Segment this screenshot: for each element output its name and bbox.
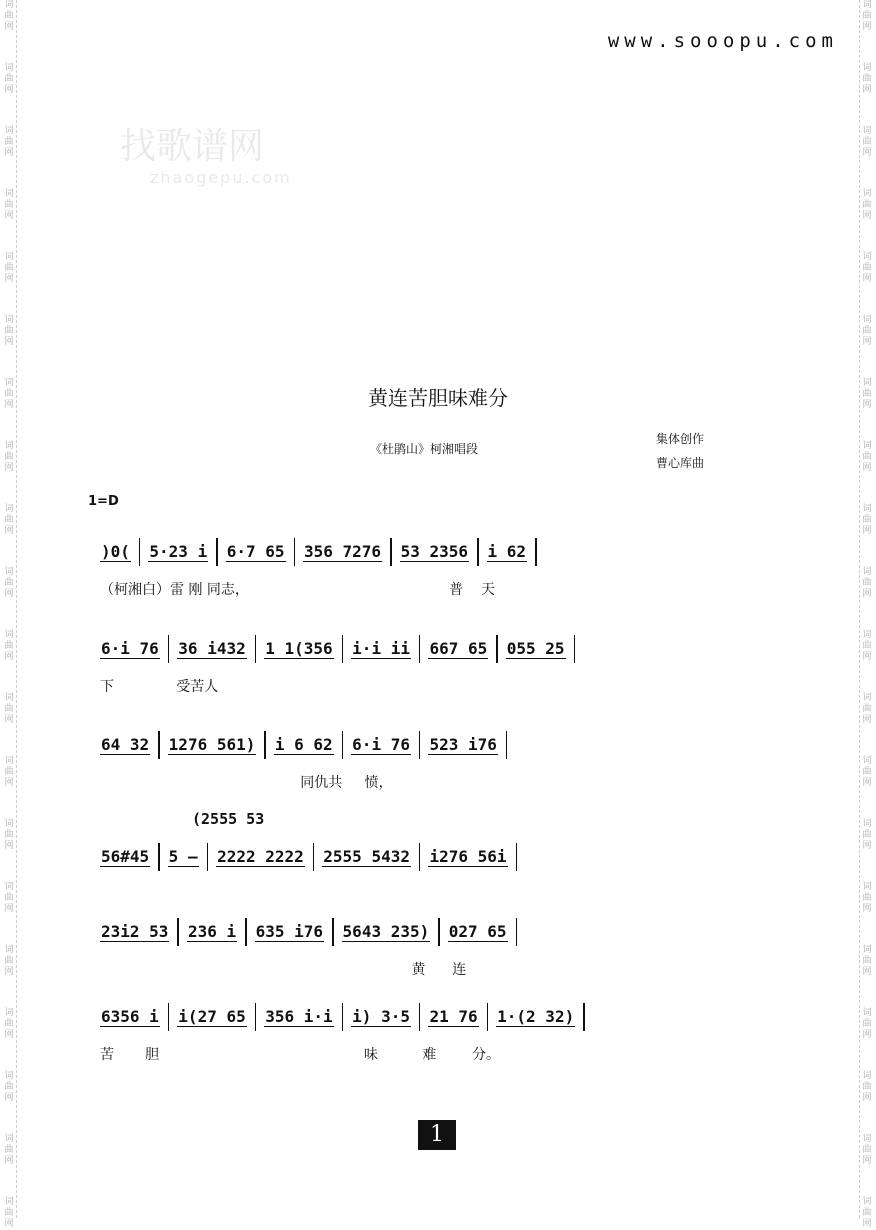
barline	[419, 635, 421, 663]
side-watermark-char: 曲	[4, 956, 14, 966]
side-watermark-char: 词	[4, 1197, 14, 1207]
side-watermark-char: 词	[4, 1134, 14, 1144]
side-watermark-char: 曲	[4, 515, 14, 525]
measure: 36 i432	[178, 639, 246, 658]
side-watermark-char: 网	[862, 1093, 872, 1103]
side-watermark-char: 词	[862, 0, 872, 10]
side-watermark-char: 曲	[862, 1082, 872, 1092]
score-row	[100, 632, 770, 702]
side-watermark-char: 网	[4, 652, 14, 662]
side-watermark-char: 词	[4, 189, 14, 199]
measure: 21 76	[429, 1007, 478, 1026]
score-upper-voice: (2555 53	[192, 810, 265, 828]
side-watermark-char: 网	[4, 526, 14, 536]
side-watermark-char: 曲	[4, 641, 14, 651]
measure: i276 56i	[429, 847, 507, 866]
side-watermark-char: 词	[862, 63, 872, 73]
measure: 6·i 76	[352, 735, 410, 754]
measure: 5643 235)	[342, 922, 430, 941]
side-watermark-char: 词	[862, 504, 872, 514]
lyric-line: 黄 连	[100, 962, 467, 978]
barline	[419, 843, 421, 871]
side-watermark-char: 词	[862, 1197, 872, 1207]
side-watermark-group	[4, 189, 13, 222]
measure: 6356 i	[101, 1007, 159, 1026]
watermark-logo: 找歌谱网	[120, 126, 265, 167]
side-watermark-char: 词	[4, 819, 14, 829]
side-watermark-group	[4, 756, 13, 789]
side-watermark-char: 网	[4, 337, 14, 347]
measure: 6·7 65	[226, 542, 285, 561]
credits	[656, 427, 704, 475]
side-watermark-char: 词	[4, 756, 14, 766]
barline	[264, 731, 266, 759]
measure: 356 7276	[304, 542, 382, 561]
score-row	[100, 535, 770, 605]
side-watermark-char: 网	[862, 967, 872, 977]
score-row	[100, 915, 770, 985]
measure: 5 —	[168, 847, 198, 866]
side-watermark-char: 曲	[862, 641, 872, 651]
side-watermark-char: 曲	[862, 893, 872, 903]
side-watermark-char: 曲	[4, 767, 14, 777]
composer-credit: 曹心库曲	[656, 456, 705, 470]
side-watermark-group	[862, 1008, 871, 1041]
side-watermark-char: 曲	[4, 704, 14, 714]
side-watermark-group	[862, 882, 871, 915]
side-watermark-group	[862, 945, 871, 978]
barline	[207, 843, 209, 871]
side-watermark-group	[4, 0, 13, 33]
side-watermark-char: 网	[862, 652, 872, 662]
measure: 56#45	[101, 847, 150, 866]
side-watermark-char: 曲	[4, 1145, 14, 1155]
side-watermark-char: 网	[862, 778, 872, 788]
measure: 523 i76	[429, 735, 497, 754]
notes-line	[100, 1000, 585, 1034]
side-watermark-group	[862, 504, 871, 537]
side-watermark-char: 网	[862, 274, 872, 284]
lyric-line: 苦 胆 味 难 分。	[100, 1047, 500, 1063]
barline	[477, 538, 479, 566]
barline	[255, 1003, 257, 1031]
side-watermark-char: 曲	[862, 704, 872, 714]
measure: 027 65	[448, 922, 507, 941]
lyric-line: （柯湘白）雷 刚 同志， 普 天	[100, 582, 495, 598]
site-url: www.sooopu.com	[607, 30, 838, 52]
side-watermark-char: 网	[4, 1093, 14, 1103]
side-watermark-group	[862, 63, 871, 96]
side-watermark-char: 曲	[4, 1019, 14, 1029]
measure: i 62	[487, 542, 527, 561]
side-watermark-char: 曲	[862, 137, 872, 147]
song-title: 黄连苦胆味难分	[368, 386, 508, 410]
side-watermark-char: 曲	[862, 452, 872, 462]
side-watermark-char: 曲	[862, 1019, 872, 1029]
side-watermark-group	[862, 1197, 871, 1230]
side-watermark-char: 网	[4, 463, 14, 473]
barline	[438, 918, 440, 946]
side-watermark-char: 网	[4, 778, 14, 788]
measure: i·i ii	[352, 639, 410, 658]
side-watermark-group	[862, 693, 871, 726]
measure: 1·(2 32)	[497, 1007, 575, 1026]
side-watermark-char: 曲	[4, 11, 14, 21]
barline	[390, 538, 392, 566]
side-watermark-char: 词	[4, 0, 14, 10]
side-watermark-char: 词	[4, 1008, 14, 1018]
side-watermark-group	[4, 945, 13, 978]
barline	[419, 1003, 421, 1031]
side-watermark-char: 网	[4, 400, 14, 410]
side-watermark-char: 曲	[4, 1208, 14, 1218]
side-watermark-char: 曲	[4, 1082, 14, 1092]
side-watermark-group	[4, 1008, 13, 1041]
measure: 23i2 53	[101, 922, 169, 941]
side-watermark-char: 曲	[862, 11, 872, 21]
side-watermark-char: 网	[4, 841, 14, 851]
measure: 2555 5432	[323, 847, 410, 866]
notes-line	[100, 840, 517, 874]
barline	[168, 1003, 170, 1031]
side-watermark-group	[4, 882, 13, 915]
side-watermark-char: 曲	[862, 263, 872, 273]
side-watermark-char: 词	[4, 504, 14, 514]
side-watermark-char: 网	[862, 22, 872, 32]
side-watermark-char: 词	[4, 630, 14, 640]
side-watermark-char: 网	[862, 715, 872, 725]
barline	[294, 538, 296, 566]
side-watermark-char: 词	[4, 693, 14, 703]
key-signature: 1=D	[88, 494, 119, 509]
barline	[535, 538, 537, 566]
side-watermark-char: 曲	[4, 452, 14, 462]
side-watermark-group	[862, 567, 871, 600]
side-watermark-char: 词	[4, 882, 14, 892]
measure: 667 65	[429, 639, 488, 658]
barline	[516, 918, 518, 946]
side-watermark-group	[4, 567, 13, 600]
side-watermark-char: 曲	[4, 74, 14, 84]
barline	[342, 731, 344, 759]
barline	[158, 731, 160, 759]
side-watermark-char: 曲	[862, 830, 872, 840]
side-watermark-char: 网	[862, 526, 872, 536]
side-watermark-char: 词	[862, 252, 872, 262]
barline	[506, 731, 508, 759]
side-watermark-char: 曲	[4, 830, 14, 840]
barline	[158, 843, 160, 871]
side-watermark-group	[4, 1071, 13, 1104]
score-row	[100, 1000, 770, 1070]
side-watermark-char: 曲	[862, 956, 872, 966]
side-watermark-char: 网	[4, 274, 14, 284]
side-watermark-char: 词	[4, 63, 14, 73]
side-watermark-char: 网	[862, 85, 872, 95]
side-watermark-char: 曲	[862, 578, 872, 588]
side-watermark-char: 词	[862, 945, 872, 955]
score-row	[100, 728, 770, 798]
lyric-line: 下 受苦人	[100, 679, 219, 695]
side-watermark-char: 曲	[862, 767, 872, 777]
barline	[487, 1003, 489, 1031]
side-watermark-char: 曲	[862, 200, 872, 210]
barline	[245, 918, 247, 946]
side-watermark-char: 网	[4, 22, 14, 32]
side-watermark-group	[4, 63, 13, 96]
measure: 6·i 76	[101, 639, 159, 658]
side-watermark-group	[4, 819, 13, 852]
side-watermark-group	[862, 126, 871, 159]
side-watermark-char: 网	[862, 400, 872, 410]
right-watermark-strip	[859, 0, 874, 1229]
side-watermark-char: 词	[862, 1134, 872, 1144]
side-watermark-char: 词	[862, 126, 872, 136]
side-watermark-char: 网	[862, 1156, 872, 1166]
side-watermark-char: 曲	[862, 326, 872, 336]
side-watermark-char: 曲	[4, 389, 14, 399]
measure: 1 1(356	[265, 639, 333, 658]
side-watermark-char: 曲	[4, 137, 14, 147]
side-watermark-char: 网	[4, 1156, 14, 1166]
side-watermark-char: 词	[4, 441, 14, 451]
watermark-sub: zhaogepu.com	[150, 168, 292, 187]
measure: 64 32	[101, 735, 150, 754]
side-watermark-char: 词	[862, 819, 872, 829]
side-watermark-char: 网	[4, 1030, 14, 1040]
side-watermark-group	[862, 441, 871, 474]
notes-line	[100, 535, 537, 569]
left-watermark-strip	[2, 0, 17, 1229]
side-watermark-char: 词	[862, 378, 872, 388]
side-watermark-char: 词	[862, 567, 872, 577]
side-watermark-char: 词	[862, 189, 872, 199]
side-watermark-char: 曲	[862, 389, 872, 399]
side-watermark-char: 网	[862, 904, 872, 914]
side-watermark-char: 网	[4, 1219, 14, 1229]
side-watermark-group	[862, 315, 871, 348]
notes-line	[100, 728, 507, 762]
measure: i 6 62	[274, 735, 333, 754]
side-watermark-char: 网	[862, 1219, 872, 1229]
barline	[216, 538, 218, 566]
notes-line	[100, 915, 517, 949]
barline	[168, 635, 170, 663]
side-watermark-char: 词	[862, 441, 872, 451]
side-watermark-char: 词	[4, 567, 14, 577]
side-watermark-char: 词	[862, 315, 872, 325]
side-watermark-char: 词	[862, 693, 872, 703]
side-watermark-char: 网	[4, 85, 14, 95]
side-watermark-char: 曲	[862, 515, 872, 525]
side-watermark-group	[862, 756, 871, 789]
measure: 055 25	[506, 639, 565, 658]
side-watermark-char: 网	[4, 904, 14, 914]
side-watermark-char: 曲	[862, 74, 872, 84]
barline	[332, 918, 334, 946]
measure: i) 3·5	[352, 1007, 410, 1026]
side-watermark-group	[4, 693, 13, 726]
side-watermark-group	[4, 1197, 13, 1230]
side-watermark-char: 曲	[4, 263, 14, 273]
side-watermark-group	[4, 315, 13, 348]
side-watermark-group	[4, 441, 13, 474]
side-watermark-char: 词	[862, 1008, 872, 1018]
barline	[313, 843, 315, 871]
side-watermark-char: 曲	[862, 1145, 872, 1155]
side-watermark-char: 词	[862, 630, 872, 640]
side-watermark-group	[4, 126, 13, 159]
side-watermark-group	[862, 1071, 871, 1104]
barline	[516, 843, 518, 871]
side-watermark-group	[4, 252, 13, 285]
side-watermark-group	[862, 630, 871, 663]
measure: 356 i·i	[265, 1007, 333, 1026]
side-watermark-char: 曲	[4, 326, 14, 336]
side-watermark-char: 网	[862, 337, 872, 347]
page-number: 1	[418, 1120, 456, 1150]
barline	[177, 918, 179, 946]
barline	[496, 635, 498, 663]
side-watermark-char: 网	[862, 841, 872, 851]
barline	[342, 1003, 344, 1031]
barline	[583, 1003, 585, 1031]
side-watermark-char: 网	[4, 589, 14, 599]
measure: 2222 2222	[217, 847, 304, 866]
side-watermark-char: 词	[862, 882, 872, 892]
side-watermark-char: 词	[4, 126, 14, 136]
barline	[255, 635, 257, 663]
side-watermark-char: 网	[862, 211, 872, 221]
lyricist-credit: 集体创作	[656, 432, 705, 446]
side-watermark-char: 曲	[4, 200, 14, 210]
measure: 5·23 i	[149, 542, 208, 561]
measure: i(27 65	[178, 1007, 246, 1026]
side-watermark-char: 网	[862, 148, 872, 158]
side-watermark-char: 词	[4, 1071, 14, 1081]
notes-line	[100, 632, 575, 666]
side-watermark-group	[4, 630, 13, 663]
side-watermark-char: 网	[4, 148, 14, 158]
side-watermark-char: 曲	[4, 893, 14, 903]
side-watermark-char: 词	[4, 378, 14, 388]
measure: 1276 561)	[168, 735, 256, 754]
side-watermark-char: 网	[862, 589, 872, 599]
measure: 53 2356	[400, 542, 468, 561]
side-watermark-char: 网	[862, 1030, 872, 1040]
barline	[574, 635, 576, 663]
side-watermark-char: 曲	[862, 1208, 872, 1218]
side-watermark-group	[862, 819, 871, 852]
side-watermark-char: 词	[4, 252, 14, 262]
score-row	[100, 810, 770, 910]
side-watermark-char: 网	[4, 715, 14, 725]
barline	[419, 731, 421, 759]
lyric-line: 同仇共 愤，	[100, 775, 393, 791]
side-watermark-group	[4, 1134, 13, 1167]
side-watermark-char: 词	[862, 756, 872, 766]
barline	[342, 635, 344, 663]
measure: )0(	[101, 542, 130, 561]
side-watermark-char: 词	[4, 315, 14, 325]
side-watermark-char: 词	[4, 945, 14, 955]
side-watermark-group	[4, 504, 13, 537]
side-watermark-char: 曲	[4, 578, 14, 588]
side-watermark-char: 网	[4, 211, 14, 221]
side-watermark-char: 词	[862, 1071, 872, 1081]
measure: 635 i76	[255, 922, 324, 941]
side-watermark-group	[862, 0, 871, 33]
song-subtitle: 《杜鹃山》柯湘唱段	[370, 442, 479, 456]
side-watermark-group	[862, 252, 871, 285]
side-watermark-group	[862, 189, 871, 222]
measure: 236 i	[187, 922, 237, 941]
side-watermark-group	[862, 1134, 871, 1167]
side-watermark-char: 网	[4, 967, 14, 977]
barline	[139, 538, 141, 566]
side-watermark-char: 网	[862, 463, 872, 473]
